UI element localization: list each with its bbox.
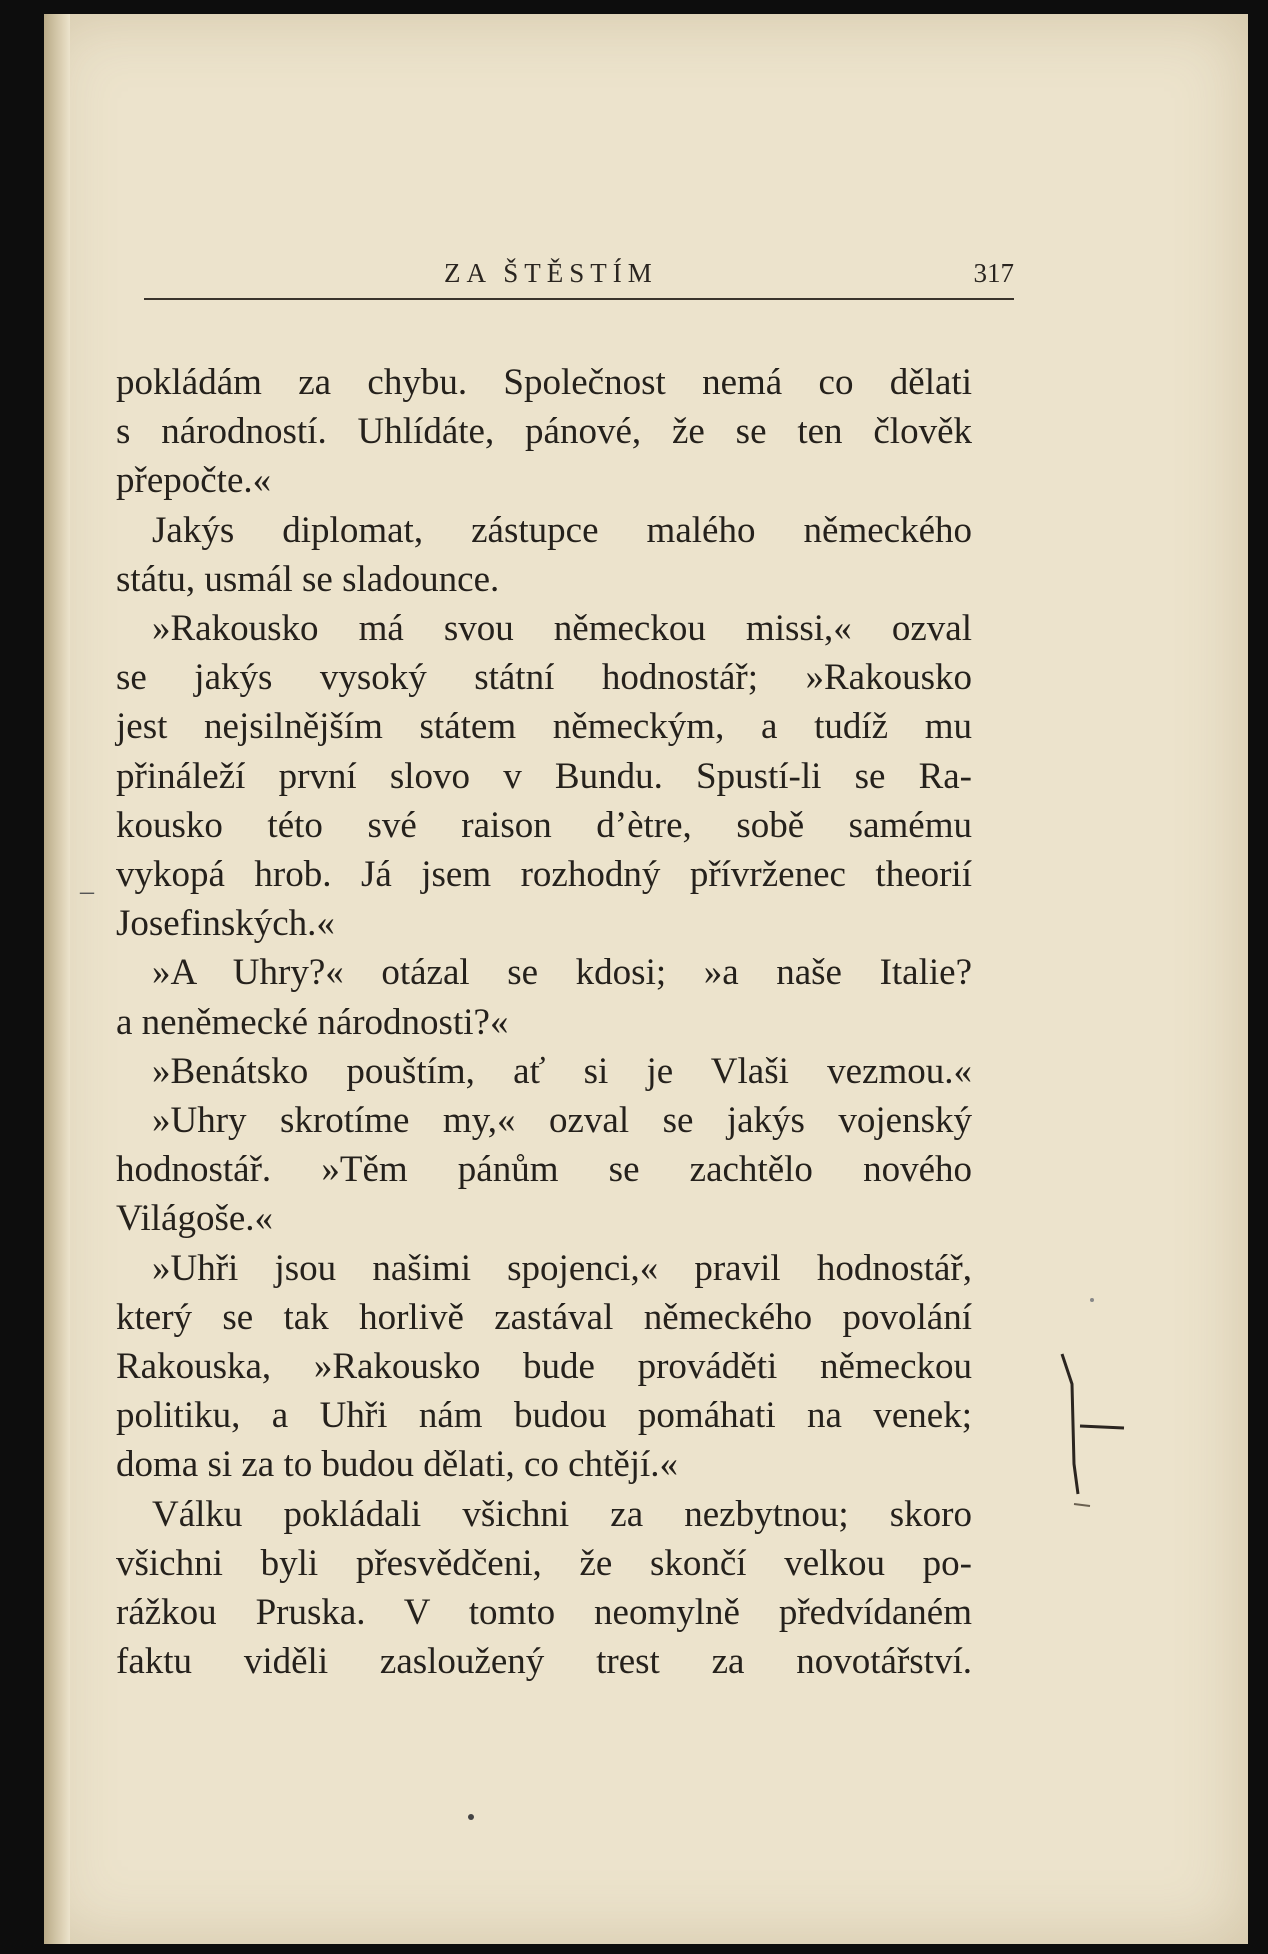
text-line: jest nejsilnějším státem německým, a tudíž mu (116, 706, 972, 748)
text-line: pokládám za chybu. Společnost nemá co dělati (116, 362, 972, 403)
body-text (116, 358, 972, 1686)
page-spine-shadow (44, 14, 70, 1944)
text-line: kousko této své raison d’ètre, sobě samému (116, 804, 972, 846)
margin-dash-mark: – (80, 876, 94, 907)
text-line: rážkou Pruska. V tomto neomylně předvídaném (116, 1592, 972, 1634)
text-line: »Rakousko má svou německou missi,« ozval (152, 608, 972, 650)
text-line: s národností. Uhlídáte, pánové, že se ten člověk (116, 411, 972, 453)
text-line: »Uhry skrotíme my,« ozval se jakýs vojenský (152, 1100, 972, 1142)
text-line: Világoše.« (116, 1198, 274, 1240)
text-line: »Benátsko pouštím, ať si je Vlaši vezmou.« (152, 1050, 972, 1092)
page-header (144, 248, 1014, 298)
text-line: Josefinských.« (116, 903, 335, 945)
margin-bracket-mark (1044, 1344, 1164, 1524)
page-speck (468, 1814, 474, 1820)
text-line: politiku, a Uhři nám budou pomáhati na venek; (116, 1395, 972, 1437)
text-line: doma si za to budou dělati, co chtějí.« (116, 1444, 679, 1486)
text-line: všichni byli přesvědčeni, že skončí velkou po- (116, 1542, 972, 1584)
page-number: 317 (973, 258, 1014, 288)
text-line: vykopá hrob. Já jsem rozhodný přívrženec theorií (116, 854, 972, 896)
text-line: »A Uhry?« otázal se kdosi; »a naše Italie? (152, 952, 972, 994)
text-line: Válku pokládali všichni za nezbytnou; skoro (152, 1493, 972, 1535)
text-line: Rakouska, »Rakousko bude prováděti německou (116, 1346, 972, 1388)
text-line: se jakýs vysoký státní hodnostář; »Rakousko (116, 657, 972, 699)
text-line: přepočte.« (116, 460, 272, 502)
book-page (44, 14, 1248, 1944)
text-line: státu, usmál se sladounce. (116, 558, 500, 600)
text-line: přináleží první slovo v Bundu. Spustí-li se Ra- (116, 755, 972, 797)
text-line: který se tak horlivě zastával německého povolání (116, 1296, 972, 1338)
text-line: Jakýs diplomat, zástupce malého německého (152, 509, 972, 551)
page-speck (1090, 1298, 1094, 1302)
header-rule (144, 298, 1014, 300)
text-line: hodnostář. »Těm pánům se zachtělo nového (116, 1149, 972, 1191)
text-line: faktu viděli zasloužený trest za novotářství. (116, 1641, 972, 1683)
text-line: a neněmecké národnosti?« (116, 1001, 509, 1043)
running-head: ZA ŠTĚSTÍM (444, 258, 658, 288)
text-line: »Uhři jsou našimi spojenci,« pravil hodnostář, (152, 1247, 972, 1289)
